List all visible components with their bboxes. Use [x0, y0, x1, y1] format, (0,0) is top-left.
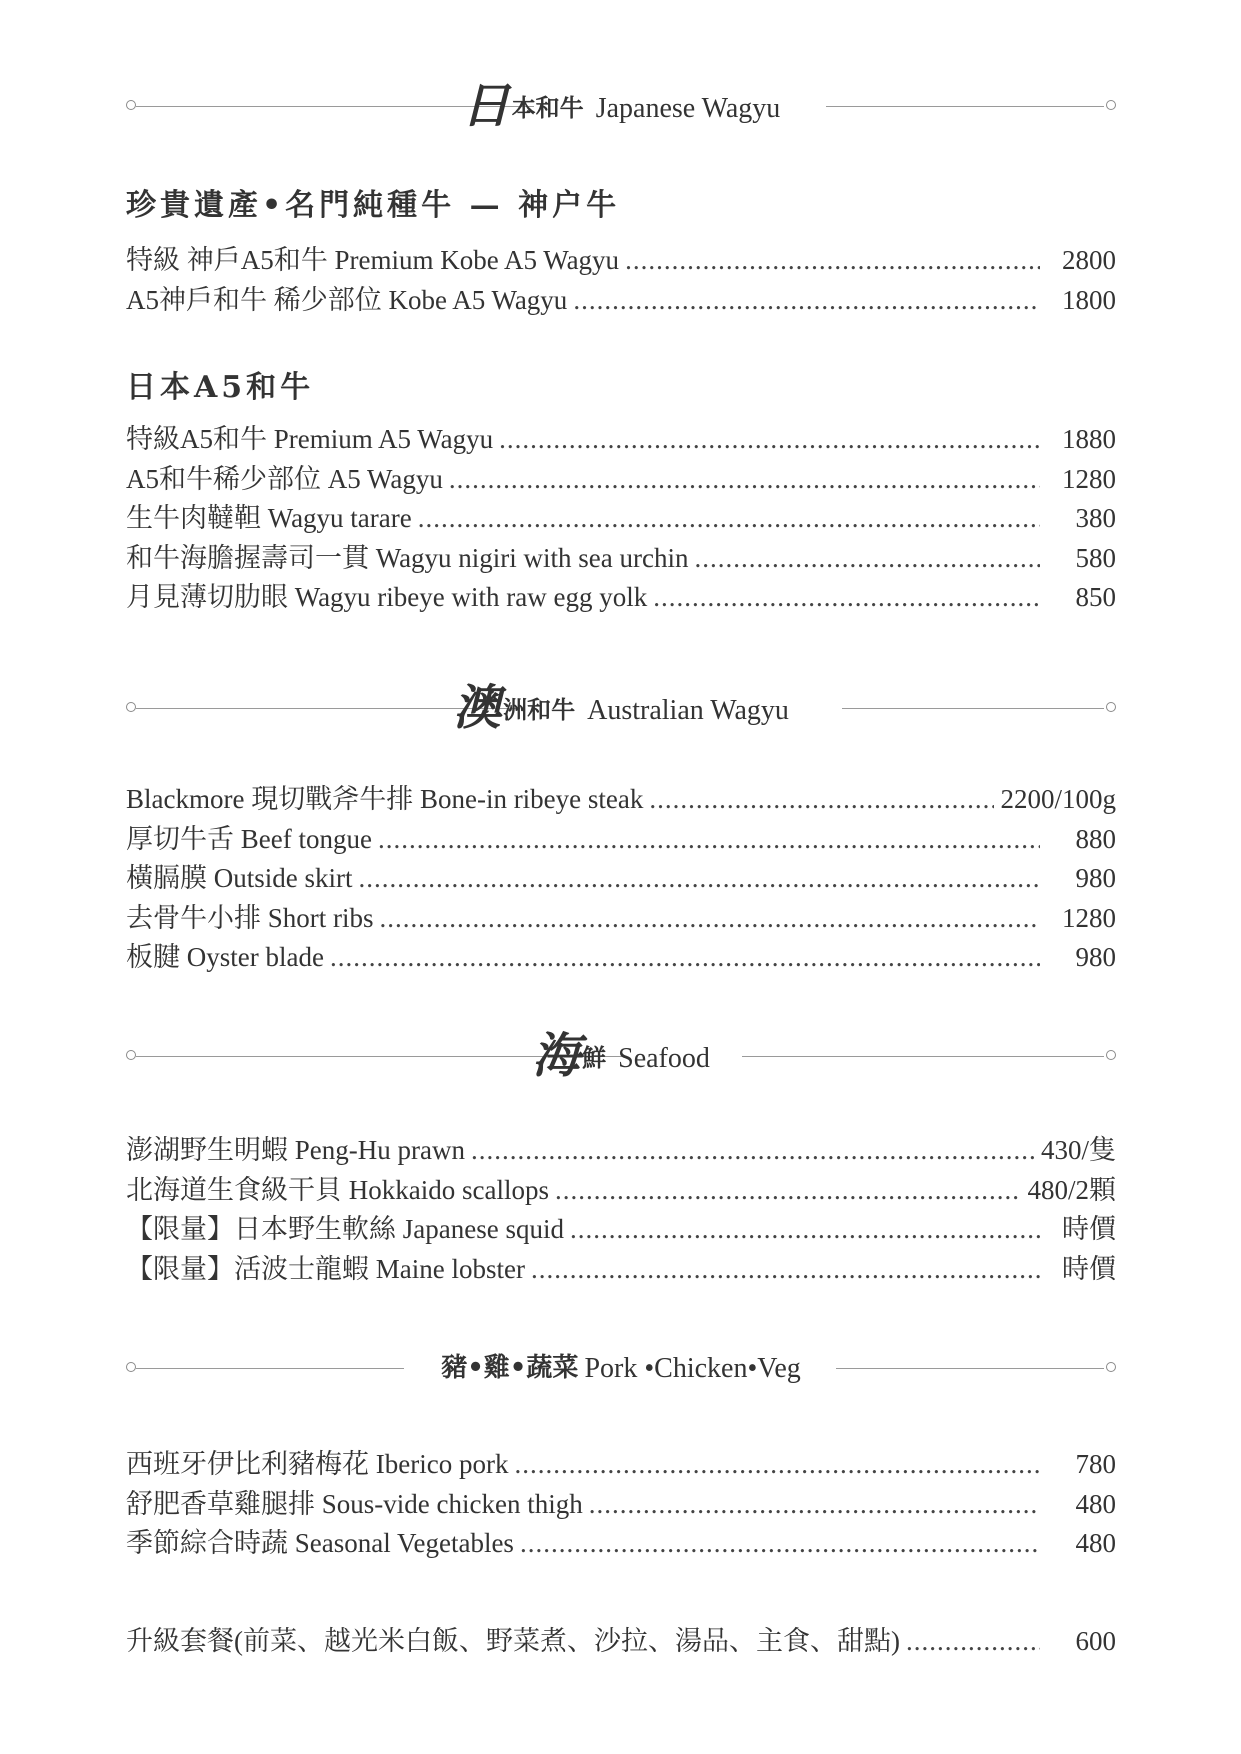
menu-item: 舒肥香草雞腿排 Sous-vide chicken thigh ..... 480 [126, 1482, 1116, 1522]
title-initial: 海 [532, 1028, 581, 1084]
seafood-items [126, 1128, 1116, 1286]
rule-end-circle [1106, 100, 1116, 110]
menu-item: 生牛肉韃靼 Wagyu tarare ..... 380 [126, 496, 1116, 536]
menu-item: 澎湖野生明蝦 Peng-Hu prawn ..... 430/隻 [126, 1128, 1116, 1168]
menu-item: 季節綜合時蔬 Seasonal Vegetables ..... 480 [126, 1521, 1116, 1561]
menu-item: 升級套餐(前菜、越光米白飯、野菜煮、沙拉、湯品、主食、甜點) ..... 600 [126, 1619, 1116, 1659]
dot-leader [573, 285, 1040, 316]
menu-item: Blackmore 現切戰斧牛排 Bone-in ribeye steak ..... 2200/100g [126, 777, 1116, 817]
a5-subheading: 日本A5和牛 [126, 370, 315, 405]
section-title [126, 66, 1116, 155]
menu-item: 北海道生食級干貝 Hokkaido scallops ..... 480/2顆 [126, 1168, 1116, 1208]
price: 780 [1075, 1449, 1116, 1479]
dot-leader [695, 543, 1040, 574]
australian-wagyu-header [126, 668, 1116, 748]
divider-line [836, 1368, 1104, 1369]
dot-leader [570, 1214, 1040, 1245]
rule-end-circle [1106, 1362, 1116, 1372]
menu-item: 特級A5和牛 Premium A5 Wagyu ..... 1880 [126, 417, 1116, 457]
price: 1880 [1062, 424, 1116, 454]
price: 時價 [1062, 1253, 1116, 1284]
dot-leader [653, 582, 1040, 613]
dot-leader [589, 1489, 1040, 1520]
dot-leader [531, 1254, 1040, 1285]
dot-leader [449, 464, 1040, 495]
price: 480 [1075, 1528, 1116, 1558]
dot-leader [380, 903, 1040, 934]
menu-item: 去骨牛小排 Short ribs ..... 1280 [126, 896, 1116, 936]
menu-item: 【限量】日本野生軟絲 Japanese squid ..... 時價 [126, 1207, 1116, 1247]
price: 1800 [1062, 284, 1116, 315]
price: 時價 [1062, 1214, 1116, 1244]
dot-leader [418, 503, 1040, 534]
menu-item: 板腱 Oyster blade ..... 980 [126, 935, 1116, 975]
title-chinese: 洲和牛 [503, 695, 576, 724]
pork-chicken-veg-items [126, 1442, 1116, 1561]
dot-leader [499, 424, 1040, 455]
menu-item: A5和牛稀少部位 A5 Wagyu ..... 1280 [126, 457, 1116, 497]
title-chinese: 鮮 [582, 1043, 607, 1072]
price: 480/2顆 [1027, 1174, 1116, 1205]
pork-chicken-veg-header [126, 1328, 1116, 1408]
price: 380 [1075, 503, 1116, 533]
dot-leader [514, 1449, 1040, 1480]
menu-item: 月見薄切肋眼 Wagyu ribeye with raw egg yolk ..... 850 [126, 575, 1116, 615]
dot-leader [555, 1175, 1022, 1206]
title-initial: 澳 [453, 680, 502, 736]
price: 850 [1075, 582, 1116, 612]
dot-leader [330, 942, 1040, 973]
section-title [126, 1016, 1116, 1105]
dot-leader [649, 784, 994, 815]
title-chinese: 本和牛 [511, 93, 584, 122]
section-title [126, 668, 1116, 757]
price: 1280 [1062, 902, 1116, 933]
title-chinese: 豬•雞•蔬菜 [441, 1353, 579, 1383]
divider-line [826, 106, 1104, 107]
rule-end-circle [1106, 702, 1116, 712]
divider-line [842, 708, 1104, 709]
title-english: Australian Wagyu [587, 695, 789, 726]
japanese-wagyu-header [126, 66, 1116, 146]
title-initial: 日 [461, 78, 510, 134]
set-menu-items [126, 1619, 1116, 1659]
price: 600 [1075, 1626, 1116, 1656]
menu-item: A5神戶和牛 稀少部位 Kobe A5 Wagyu ..... 1800 [126, 278, 1116, 318]
rule-end-circle [1106, 1050, 1116, 1060]
australian-items [126, 777, 1116, 975]
dot-leader [378, 824, 1040, 855]
kobe-subheading: 珍貴遺產•名門純種牛 — 神户牛 [126, 188, 621, 223]
price: 1280 [1062, 463, 1116, 494]
dot-leader [471, 1135, 1035, 1166]
menu-item: 厚切牛舌 Beef tongue ..... 880 [126, 817, 1116, 857]
title-english: Japanese Wagyu [595, 93, 781, 124]
price: 580 [1075, 542, 1116, 573]
price: 2800 [1062, 245, 1116, 275]
price: 430/隻 [1040, 1135, 1116, 1165]
section-title [126, 1328, 1116, 1415]
menu-item: 特級 神戶A5和牛 Premium Kobe A5 Wagyu ..... 2800 [126, 238, 1116, 278]
dot-leader [520, 1528, 1040, 1559]
kobe-items [126, 238, 1116, 317]
menu-item: 【限量】活波士龍蝦 Maine lobster ..... 時價 [126, 1247, 1116, 1287]
price: 480 [1075, 1488, 1116, 1519]
dot-leader [906, 1626, 1040, 1657]
price: 2200/100g [1000, 784, 1116, 814]
a5-items [126, 417, 1116, 615]
title-english: Seafood [618, 1043, 710, 1074]
dot-leader [625, 245, 1040, 276]
menu-item: 西班牙伊比利豬梅花 Iberico pork ..... 780 [126, 1442, 1116, 1482]
price: 980 [1075, 942, 1116, 972]
dot-leader [359, 863, 1041, 894]
menu-item: 橫膈膜 Outside skirt ..... 980 [126, 856, 1116, 896]
divider-line [742, 1056, 1104, 1057]
price: 980 [1075, 863, 1116, 893]
title-english: Pork •Chicken•Veg [584, 1353, 801, 1384]
menu-item: 和牛海膽握壽司一貫 Wagyu nigiri with sea urchin ..... 580 [126, 536, 1116, 576]
seafood-header [126, 1016, 1116, 1096]
price: 880 [1075, 823, 1116, 854]
